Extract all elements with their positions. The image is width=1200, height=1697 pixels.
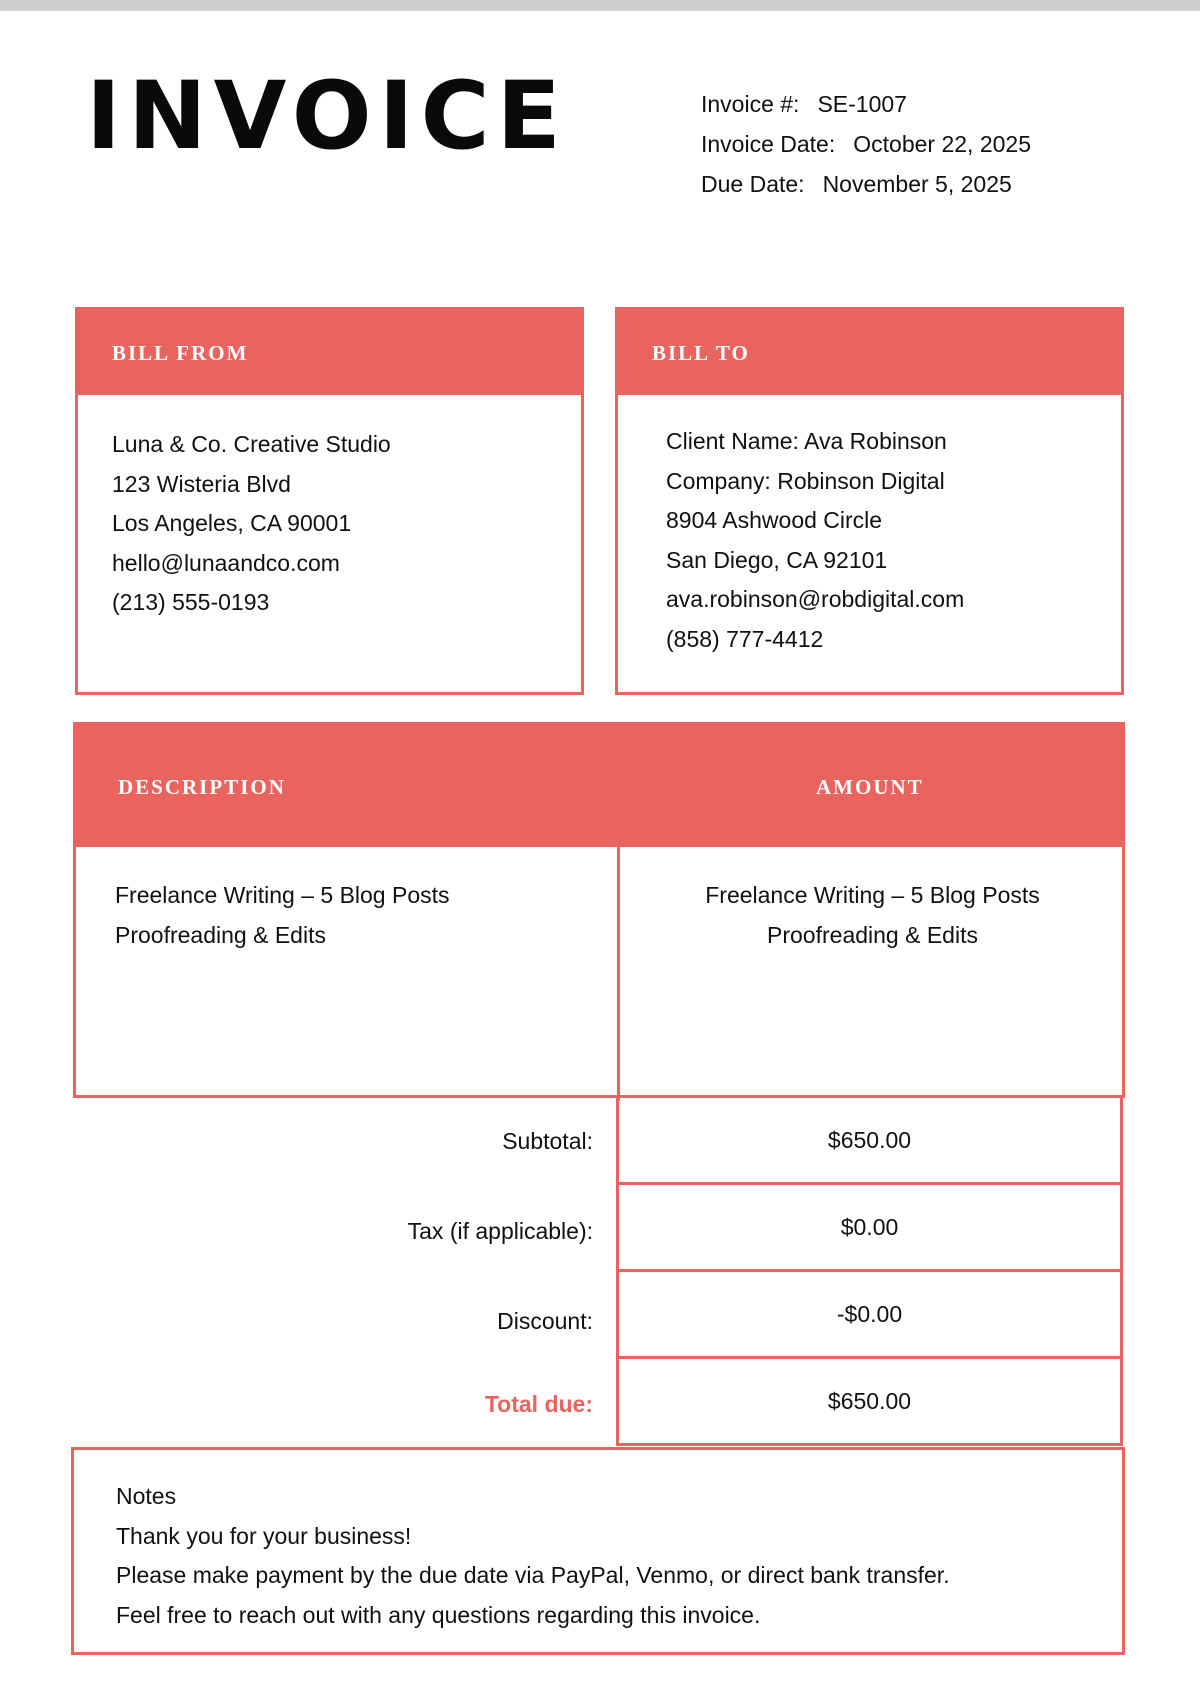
- bill-to-line: Client Name: Ava Robinson: [666, 428, 947, 454]
- amount-line: Proofreading & Edits: [767, 922, 978, 948]
- amount-line: Freelance Writing – 5 Blog Posts: [705, 882, 1040, 908]
- discount-label: Discount:: [497, 1308, 593, 1334]
- bill-to-line: (858) 777-4412: [666, 625, 824, 652]
- bill-from-line: (213) 555-0193: [112, 589, 270, 615]
- amount-cell: [620, 875, 1125, 955]
- due-date-value: November 5, 2025: [822, 171, 1012, 197]
- invoice-number-label: Invoice #:: [701, 91, 800, 117]
- discount-value: -$0.00: [616, 1269, 1123, 1359]
- description-column-header: DESCRIPTION: [118, 775, 286, 799]
- invoice-title: INVOICE: [86, 62, 568, 171]
- invoice-number-row: [701, 84, 1031, 124]
- subtotal-value: $650.00: [616, 1095, 1123, 1185]
- bill-to-line: ava.robinson@robdigital.com: [666, 586, 965, 612]
- amount-column-header: AMOUNT: [816, 775, 924, 799]
- description-cell: [115, 875, 450, 955]
- notes-line: Thank you for your business!: [116, 1522, 412, 1549]
- items-table: [73, 722, 1125, 1098]
- bill-from-details: [78, 395, 581, 623]
- bill-to-header: BILL TO: [615, 307, 1124, 395]
- tax-value: $0.00: [616, 1182, 1123, 1272]
- notes-line: Please make payment by the due date via PayPal, Venmo, or direct bank transfer.: [116, 1562, 950, 1588]
- total-due-label: Total due:: [484, 1391, 593, 1417]
- invoice-number-value: SE-1007: [817, 91, 907, 117]
- bill-from-header: BILL FROM: [75, 307, 584, 395]
- subtotal-label: Subtotal:: [502, 1128, 593, 1154]
- items-table-header: [73, 722, 1125, 847]
- top-border-bar: [0, 0, 1200, 11]
- due-date-label: Due Date:: [701, 171, 805, 197]
- invoice-date-label: Invoice Date:: [701, 131, 836, 157]
- bill-to-line: San Diego, CA 92101: [666, 546, 888, 573]
- description-line: Proofreading & Edits: [115, 922, 326, 948]
- bill-from-line: Luna & Co. Creative Studio: [112, 431, 391, 457]
- bill-from-line: 123 Wisteria Blvd: [112, 470, 291, 497]
- bill-from-line: hello@lunaandco.com: [112, 549, 340, 576]
- due-date-row: [701, 164, 1031, 204]
- bill-from-line: Los Angeles, CA 90001: [112, 510, 352, 536]
- total-due-value: $650.00: [616, 1356, 1123, 1446]
- bill-to-line: Company: Robinson Digital: [666, 467, 945, 494]
- invoice-meta: [701, 84, 1031, 204]
- invoice-date-value: October 22, 2025: [853, 131, 1031, 157]
- bill-to-details: [618, 395, 1121, 659]
- bill-to-box: [615, 307, 1124, 695]
- notes-box: [71, 1447, 1125, 1655]
- description-line: Freelance Writing – 5 Blog Posts: [115, 882, 450, 908]
- notes-line: Feel free to reach out with any questions regarding this invoice.: [116, 1601, 761, 1628]
- bill-to-line: 8904 Ashwood Circle: [666, 507, 883, 533]
- tax-label: Tax (if applicable):: [407, 1218, 593, 1244]
- bill-from-box: [75, 307, 584, 695]
- notes-heading: Notes: [116, 1483, 177, 1509]
- invoice-date-row: [701, 124, 1031, 164]
